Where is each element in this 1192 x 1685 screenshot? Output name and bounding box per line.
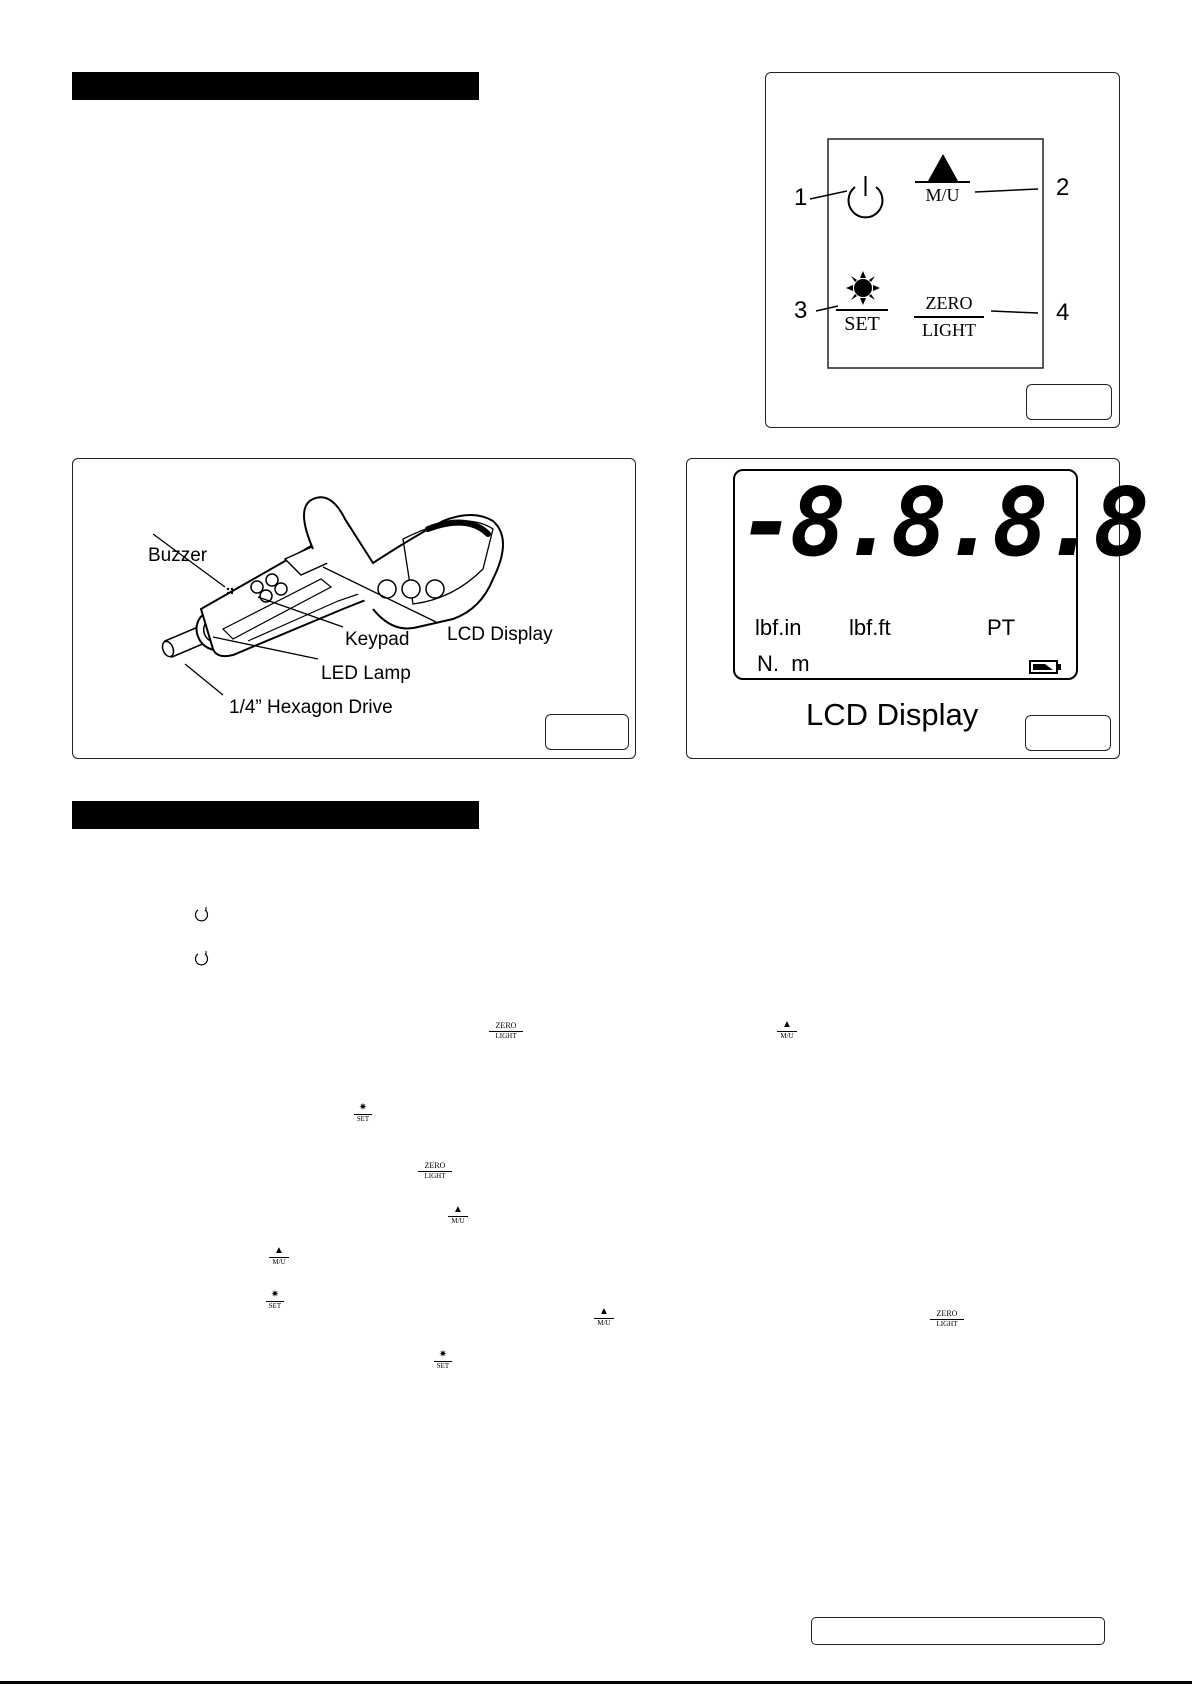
mu-key-icon: ▲ M/U [777,1020,797,1040]
lcd-display-label: LCD Display [447,624,553,645]
battery-icon [1029,659,1063,675]
power-icon [194,906,210,922]
keypad-figure-panel [765,72,1120,428]
triangle-up-icon [928,154,958,181]
unit-nm: N. m [757,651,810,676]
unit-pt: PT [987,615,1016,640]
zero-light-key-icon: ZERO LIGHT [930,1310,964,1328]
mu-key-icon: ▲ M/U [269,1246,289,1266]
figure-tag-box [1026,384,1112,420]
zero-light-key-icon: ZERO LIGHT [418,1162,452,1180]
figure-tag-box [545,714,629,750]
set-key-icon: ✷ SET [266,1290,284,1310]
lcd-figure-panel [686,458,1144,759]
section-header-bar-2 [72,801,479,829]
buzzer-label: Buzzer [148,545,208,566]
power-icon [194,950,210,966]
bottom-rule [0,1681,1192,1684]
lcd-screen [733,469,1144,680]
footer-box [811,1617,1105,1645]
keypad-diagram [766,73,1121,429]
callout-2: 2 [1056,174,1070,201]
tool-figure-panel [72,458,636,759]
figure-tag-box [1025,715,1111,751]
zero-light-key-icon: ZERO LIGHT [489,1022,523,1040]
led-lamp-label: LED Lamp [321,663,411,684]
unit-lbf-ft: lbf.ft [849,615,891,640]
mu-key-icon: ▲ M/U [594,1307,614,1327]
unit-lbf-in: lbf.in [755,615,802,640]
zero-light-key-label: ZERO LIGHT [914,293,984,341]
lcd-digits: -8.8.8.8 [739,469,1144,578]
power-icon [849,176,883,217]
callout-4: 4 [1056,299,1070,326]
keypad-label: Keypad [345,629,410,650]
mu-key-label: M/U [915,181,970,206]
callout-1: 1 [794,184,808,211]
set-key-label: SET [836,309,888,336]
set-key-icon: ✷ SET [434,1350,452,1370]
sun-icon [846,271,880,305]
hex-drive-label: 1/4” Hexagon Drive [229,697,393,718]
callout-3: 3 [794,297,808,324]
set-key-icon: ✷ SET [354,1103,372,1123]
section-header-bar-1 [72,72,479,100]
lcd-caption: LCD Display [806,697,979,732]
mu-key-icon: ▲ M/U [448,1205,468,1225]
